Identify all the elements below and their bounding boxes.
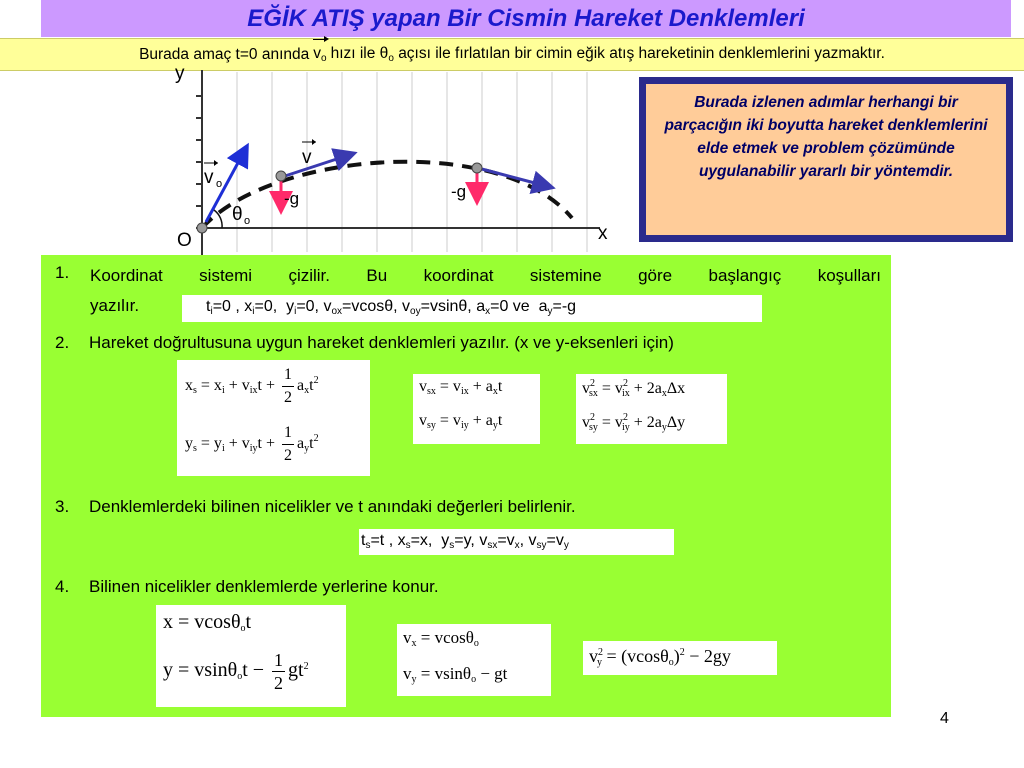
final-conditions: $t_s=t$ , $x_s=x$, $y_s=y$, $v_{sx}=v_x$, $v_{sy}=v_y$ [359, 529, 674, 555]
projectile-diagram [160, 62, 620, 262]
svg-text:o: o [216, 178, 223, 190]
velocity-squared-equations: $v^2_{sx} = v^2_{ix} + 2a_x\Delta x$ $v^2_{sy} = v^2_{iy} + 2a_y\Delta y$ [576, 374, 727, 444]
origin-label: O [177, 230, 192, 251]
substituted-position-equations: x = vcosθ$_o$t y = vsinθ$_o$t − $\frac{1}{2}$ $gt^2$ [156, 605, 346, 707]
velocity-squared-result: $v^2_y = (vcos\theta_o)^2 - 2gy$ [583, 641, 777, 675]
velocity-arrow-2 [478, 168, 550, 187]
title-bar [41, 0, 1011, 37]
info-text: Burada izlenen adımlar herhangi bir parçacığın iki boyutta hareket denklemlerini elde etmek ve problem çözümünde uygulanabilir yararlı bir yöntemdir. [664, 94, 988, 180]
theta-label: θ [232, 204, 243, 225]
position-equations: $x_s = x_i + v_{ix}t$ + $\frac{1}{2}$ $a_xt^2$ $y_s = y_i + v_{iy}t$ + $\frac{1}{2}$ $a_yt^2$ [177, 360, 370, 476]
velocity-equations: $v_{sx} = v_{ix} + a_xt$ $v_{sy} = v_{iy} + a_yt$ [413, 374, 540, 444]
step-2: 2. Hareket doğrultusuna uygun hareket denklemleri yazılır. (x ve y-eksenleri için) [55, 333, 674, 352]
steps-panel [41, 255, 891, 717]
v-label: v [302, 147, 312, 168]
substituted-velocity-equations: $v_x = vcos\theta_o$ $v_y = vsin\theta_o$ − gt [397, 624, 551, 696]
step-3-text: Denklemlerdeki bilinen nicelikler ve t anındaki değerleri belirlenir. [89, 497, 576, 516]
step-3: 3. Denklemlerdeki bilinen nicelikler ve t anındaki değerleri belirlenir. [55, 497, 576, 516]
vector-v0: $v_o$ [313, 45, 327, 64]
particle-1 [276, 171, 286, 181]
step-4-text: Bilinen nicelikler denklemlerde yerlerine konur. [89, 577, 439, 596]
particle-2 [472, 163, 482, 173]
slide-title: EĞİK ATIŞ yapan Bir Cismin Hareket Denklemleri [247, 4, 805, 32]
step-2-text: Hareket doğrultusuna uygun hareket denklemleri yazılır. (x ve y-eksenleri için) [89, 333, 674, 352]
y-axis-label: y [175, 63, 185, 84]
origin-point [197, 223, 207, 233]
step-4: 4. Bilinen nicelikler denklemlerde yerlerine konur. [55, 577, 439, 596]
v0-label: v [204, 167, 214, 188]
step-1-text-2: yazılır. [90, 296, 140, 315]
g-label-1: -g [284, 189, 300, 208]
page-number: 4 [940, 710, 949, 727]
initial-conditions: $t_i=0$ , $x_i=0$, $y_i=0$, $v_{ox}=vcos\theta$, $v_{oy}=vsin\theta$, $a_x=0$ ve $a_y=-g$ [182, 295, 762, 322]
g-label-2: -g [451, 182, 467, 201]
x-axis-label: x [598, 223, 608, 244]
step-1: 1. Koordinat sistemi çizilir. Bu koordinat sistemine göre başlangıç koşulları yazılır. [55, 263, 881, 317]
subtitle-before: Burada amaç t=0 anında [139, 45, 310, 63]
info-box [639, 77, 1013, 242]
subtitle-after: hızı ile $\theta_o$ açısı ile fırlatılan bir cimin eğik atış hareketinin denklemlerini yazmaktır. [330, 45, 885, 64]
svg-text:o: o [244, 215, 251, 227]
step-1-text: Koordinat sistemi çizilir. Bu koordinat sistemine göre başlangıç koşulları [90, 266, 881, 285]
